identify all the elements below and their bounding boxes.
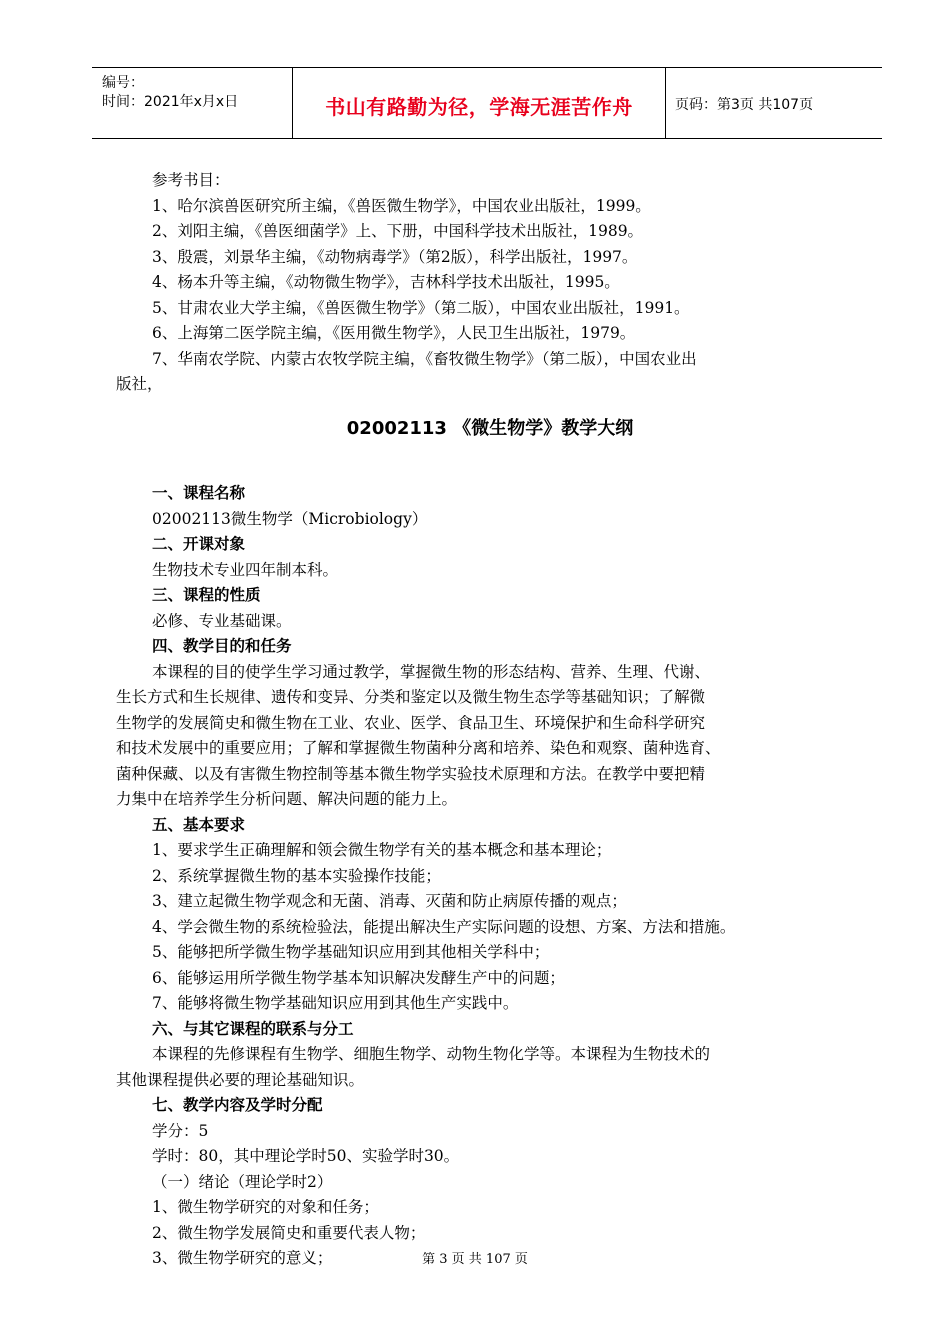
requirement-item: 7、能够将微生物学基础知识应用到其他生产实践中。 <box>152 994 519 1012</box>
requirement-item: 6、能够运用所学微生物学基本知识解决发酵生产中的问题； <box>152 968 565 987</box>
requirement-item: 2、系统掌握微生物的基本实验操作技能； <box>152 866 441 885</box>
paragraph-line: 本课程的目的使学生学习通过教学，掌握微生物的形态结构、营养、生理、代谢、 <box>152 662 711 681</box>
content-item: 3、微生物学研究的意义； <box>152 1249 333 1267</box>
ref-item-continued: 版社， <box>116 375 163 393</box>
page-label: 页码：第3页 共107页 <box>675 97 814 113</box>
section-text: 生物技术专业四年制本科。 <box>152 560 339 579</box>
paragraph-line: 生长方式和生长规律、遗传和变异、分类和鉴定以及微生物生态学等基础知识；了解微 <box>116 688 706 706</box>
paragraph-line: 本课程的先修课程有生物学、细胞生物学、动物生物化学等。本课程为生物技术的 <box>152 1045 711 1063</box>
ref-item: 1、哈尔滨兽医研究所主编，《兽医微生物学》，中国农业出版社，1999。 <box>152 196 651 215</box>
time-label: 时间：2021年x月x日 <box>102 94 239 110</box>
ref-item: 5、甘肃农业大学主编，《兽医微生物学》（第二版），中国农业出版社，1991。 <box>152 298 690 317</box>
motto: 书山有路勤为径，学海无涯苦作舟 <box>325 95 633 119</box>
section-heading: 六、与其它课程的联系与分工 <box>152 1019 354 1038</box>
section-heading: 一、课程名称 <box>152 484 246 502</box>
subsection-heading: （一）绪论（理论学时2） <box>152 1172 333 1191</box>
requirement-item: 1、要求学生正确理解和领会微生物学有关的基本概念和基本理论； <box>152 841 612 859</box>
section-text: 02002113微生物学（Microbiology） <box>152 509 428 528</box>
document-body <box>116 168 864 1272</box>
header-left-cell <box>92 68 292 138</box>
section-heading: 三、课程的性质 <box>152 586 261 604</box>
ref-item: 6、上海第二医学院主编，《医用微生物学》，人民卫生出版社，1979。 <box>152 324 636 342</box>
header-right-cell <box>665 68 882 138</box>
content-item: 1、微生物学研究的对象和任务； <box>152 1198 379 1216</box>
ref-item: 4、杨本升等主编，《动物微生物学》，吉林科学技术出版社，1995。 <box>152 273 620 291</box>
ref-item: 2、刘阳主编，《兽医细菌学》上、下册，中国科学技术出版社，1989。 <box>152 222 644 240</box>
number-label: 编号： <box>102 75 144 91</box>
section-heading: 四、教学目的和任务 <box>152 637 292 655</box>
ref-item: 7、华南农学院、内蒙古农牧学院主编，《畜牧微生物学》（第二版），中国农业出 <box>152 349 697 368</box>
content-item: 2、微生物学发展简史和重要代表人物； <box>152 1223 426 1242</box>
hours-text: 学时：80，其中理论学时50、实验学时30。 <box>152 1147 460 1165</box>
paragraph-line: 和技术发展中的重要应用；了解和掌握微生物菌种分离和培养、染色和观察、菌种选育、 <box>116 739 721 757</box>
paragraph-line: 力集中在培养学生分析问题、解决问题的能力上。 <box>116 790 458 808</box>
header-center-cell <box>292 68 666 138</box>
paragraph-line: 其他课程提供必要的理论基础知识。 <box>116 1070 365 1089</box>
credits-text: 学分：5 <box>152 1121 209 1140</box>
section-heading: 二、开课对象 <box>152 535 246 553</box>
ref-item: 3、殷震，刘景华主编，《动物病毒学》（第2版），科学出版社，1997。 <box>152 247 638 266</box>
document-title: 02002113 《微生物学》教学大纲 <box>346 417 634 439</box>
refs-heading: 参考书目： <box>152 171 230 189</box>
section-text: 必修、专业基础课。 <box>152 611 292 630</box>
section-heading: 五、基本要求 <box>152 815 246 834</box>
paragraph-line: 菌种保藏、以及有害微生物控制等基本微生物学实验技术原理和方法。在教学中要把精 <box>116 764 706 783</box>
paragraph-line: 生物学的发展简史和微生物在工业、农业、医学、食品卫生、环境保护和生命科学研究 <box>116 713 706 732</box>
page-footer: 第 3 页 共 107 页 <box>422 1252 528 1267</box>
requirement-item: 5、能够把所学微生物学基础知识应用到其他相关学科中； <box>152 943 550 961</box>
header-table <box>92 67 882 139</box>
requirement-item: 4、学会微生物的系统检验法，能提出解决生产实际问题的设想、方案、方法和措施。 <box>152 917 736 936</box>
requirement-item: 3、建立起微生物学观念和无菌、消毒、灭菌和防止病原传播的观点； <box>152 892 627 910</box>
section-heading: 七、教学内容及学时分配 <box>152 1096 323 1114</box>
